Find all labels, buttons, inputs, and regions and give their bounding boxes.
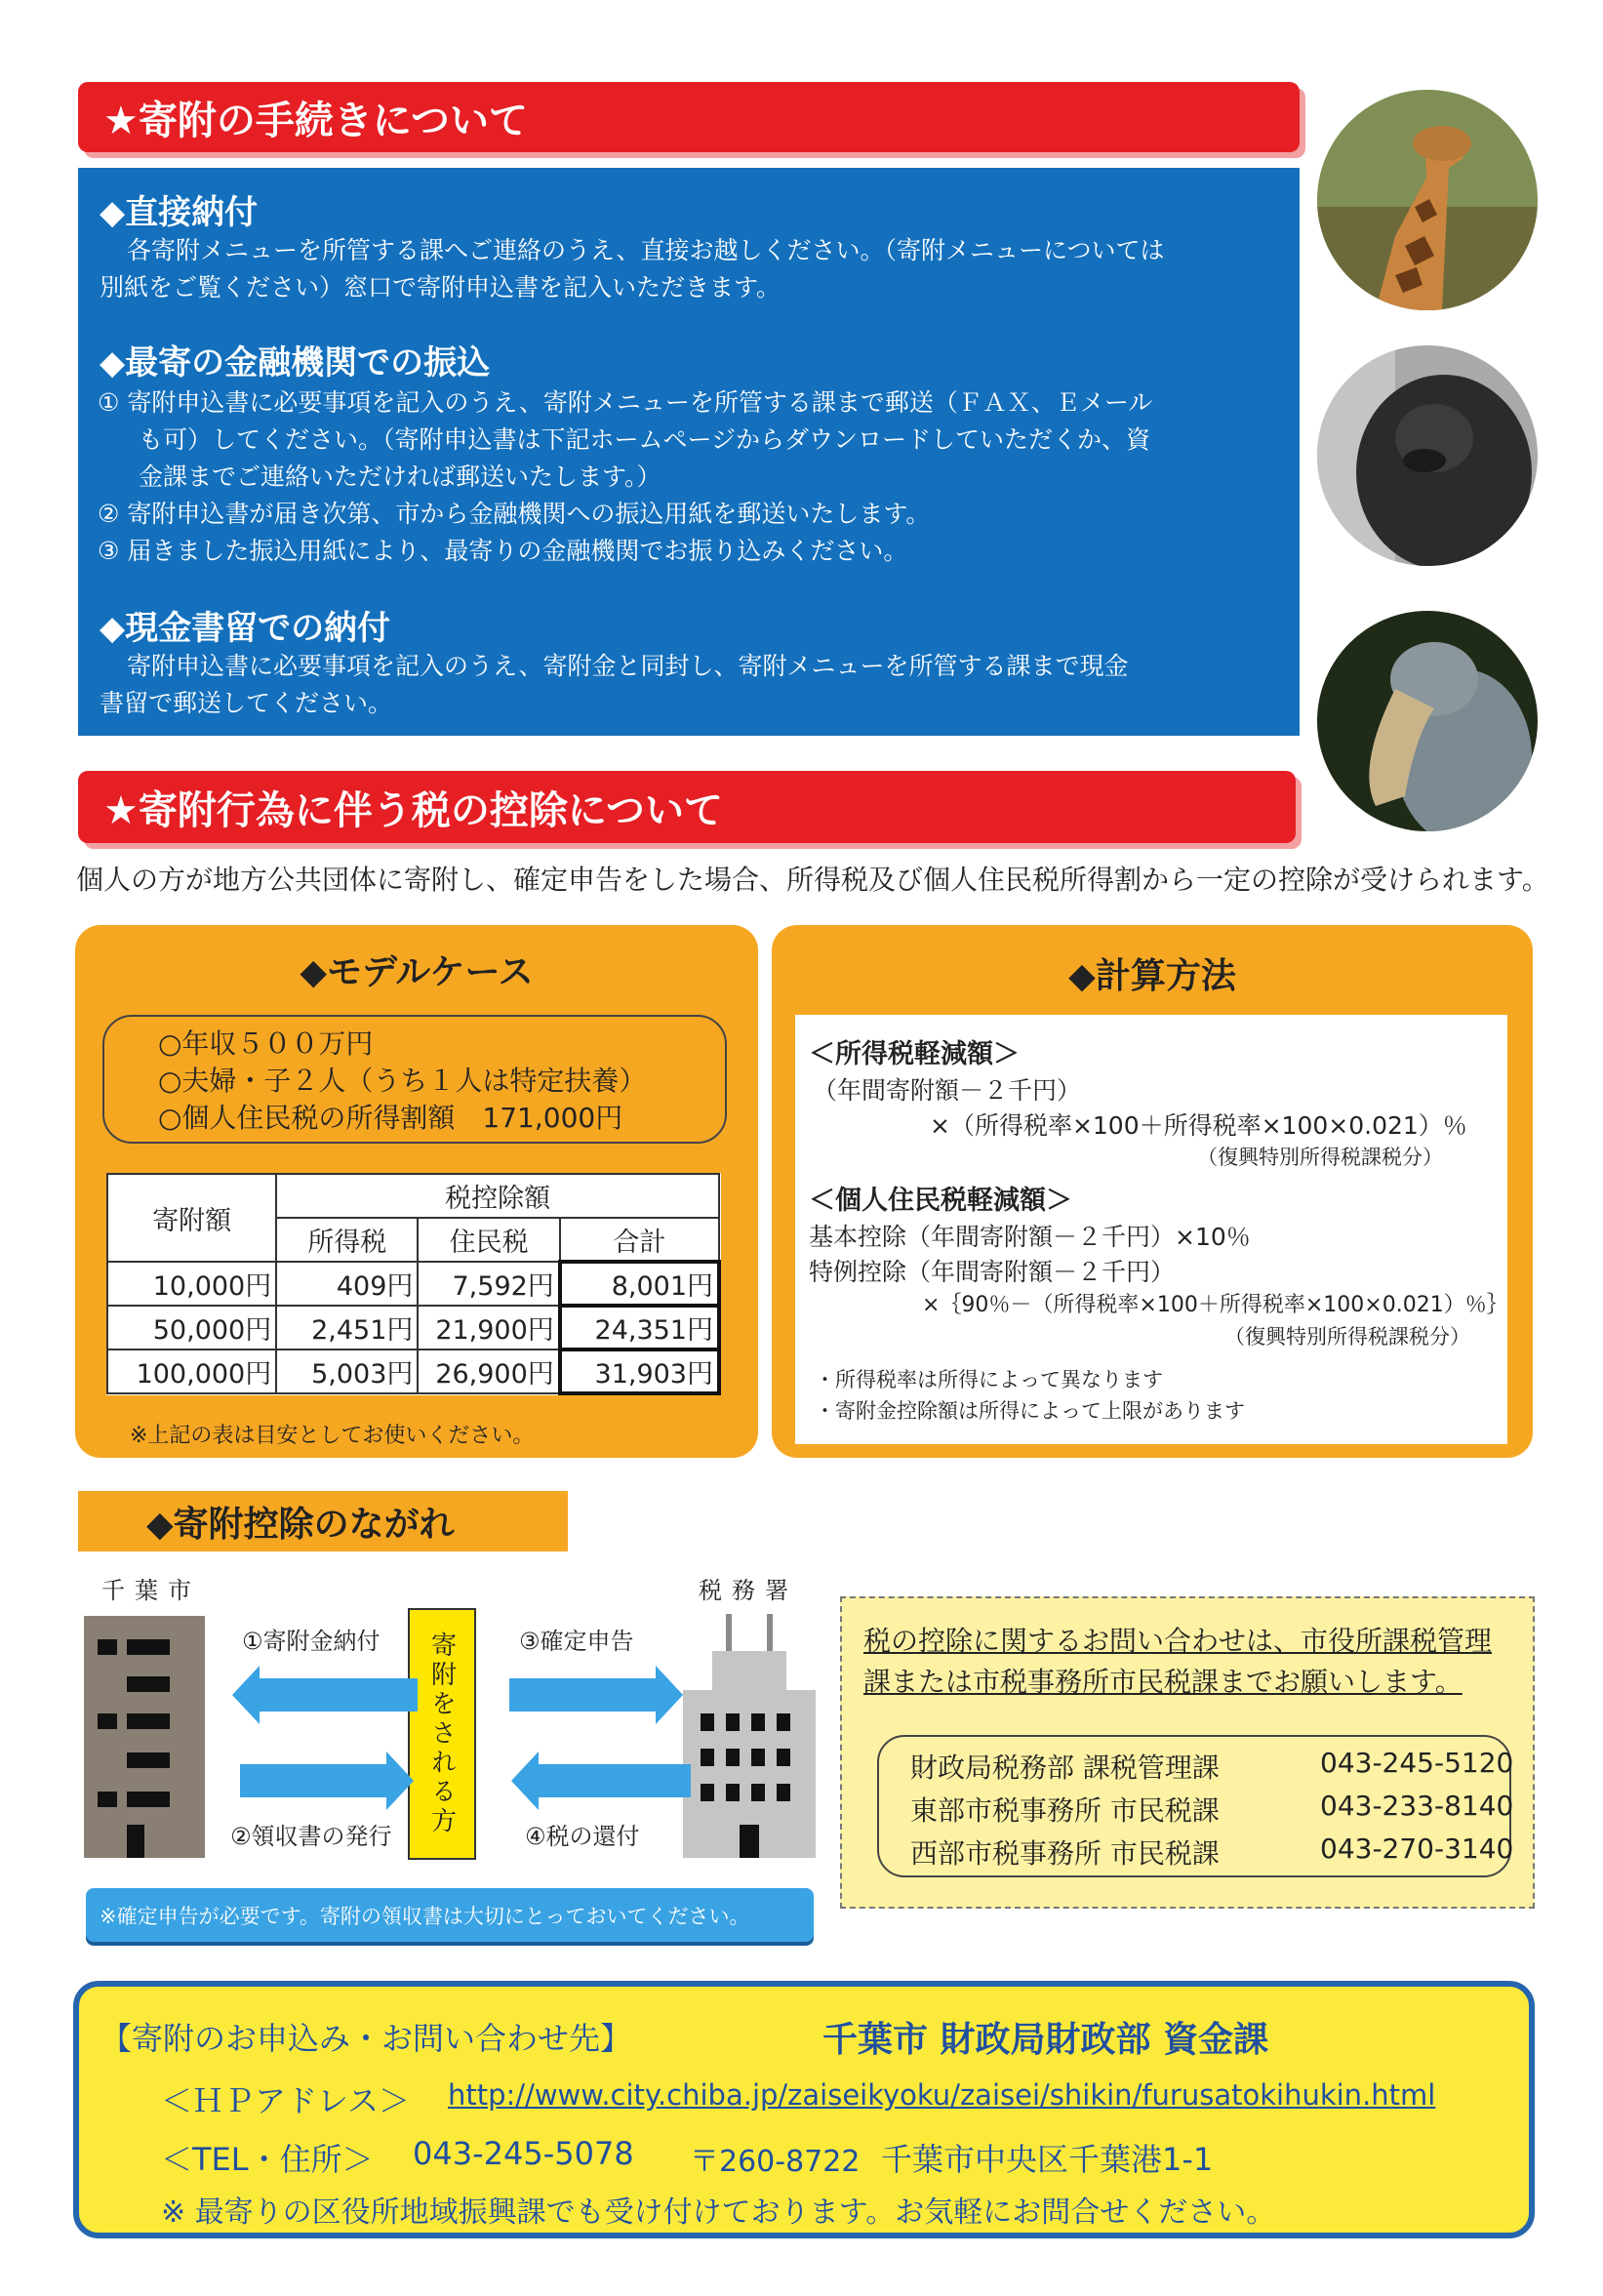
step-3-arrow-icon	[509, 1678, 656, 1712]
resident-tax-formula-note: （復興特別所得税課税分）	[1224, 1325, 1470, 1349]
tel-address-label: ＜TEL・住所＞	[161, 2141, 374, 2178]
condition-family: ○夫婦・子２人（うち１人は特定扶養）	[158, 1065, 647, 1097]
contact-label: 【寄附のお申込み・お問い合わせ先】	[100, 2020, 632, 2057]
bank-transfer-line-5: ③ 届きました振込用紙により、最寄りの金融機関でお振り込みください。	[98, 537, 908, 565]
cell-total: 8,001円	[560, 1262, 719, 1306]
resident-tax-basic: 基本控除（年間寄附額－２千円）×10％	[809, 1223, 1251, 1251]
cell-resident-tax: 21,900円	[418, 1306, 559, 1349]
procedure-panel	[78, 168, 1300, 736]
tax-office-building-icon	[683, 1614, 816, 1858]
cell-total: 24,351円	[560, 1306, 719, 1349]
application-contact-box	[73, 1981, 1535, 2238]
office-tel: 043-233-8140	[1320, 1790, 1514, 1822]
flow-note: ※確定申告が必要です。寄附の領収書は大切にとっておいてください。	[86, 1888, 814, 1942]
flow-section-header: ◆寄附控除のながれ	[78, 1491, 568, 1551]
cell-resident-tax: 26,900円	[418, 1349, 559, 1393]
cell-income-tax: 409円	[276, 1262, 418, 1306]
tax-office-label: 税務署	[699, 1577, 798, 1604]
postal-code: 〒260-8722	[690, 2145, 861, 2179]
step-4-label: ④税の還付	[525, 1823, 640, 1850]
income-tax-reduction-heading: ＜所得税軽減額＞	[809, 1039, 1020, 1069]
condition-income: ○年収５００万円	[158, 1027, 374, 1060]
income-tax-formula-1: （年間寄附額－２千円）	[813, 1076, 1082, 1105]
table-row	[107, 1262, 719, 1306]
tax-section-header: ★寄附行為に伴う税の控除について	[78, 771, 1296, 843]
income-tax-formula-note: （復興特別所得税課税分）	[1197, 1146, 1443, 1169]
registered-mail-title: ◆現金書留での納付	[100, 609, 391, 648]
contact-row	[910, 1833, 1514, 1872]
calculation-panel	[795, 1015, 1507, 1444]
resident-tax-special: 特例控除（年間寄附額－２千円）	[809, 1258, 1176, 1286]
cell-income-tax: 5,003円	[276, 1349, 418, 1393]
direct-payment-line-1: 各寄附メニューを所管する課へご連絡のうえ、直接お越しください。（寄附メニューについては	[127, 236, 1165, 264]
header-tax-deduction: 税控除額	[276, 1174, 719, 1218]
bank-transfer-line-1: ① 寄附申込書に必要事項を記入のうえ、寄附メニューを所管する課まで郵送（ＦＡＸ、Ｅメール	[98, 388, 1153, 417]
cell-donation: 10,000円	[107, 1262, 276, 1306]
cell-total: 31,903円	[560, 1349, 719, 1393]
footer-note: ※ 最寄りの区役所地域振興課でも受け付けております。お気軽にお問合せください。	[161, 2195, 1276, 2230]
shoebill-photo	[1317, 611, 1538, 831]
table-row	[107, 1306, 719, 1349]
model-case-box	[75, 925, 758, 1458]
cell-donation: 50,000円	[107, 1306, 276, 1349]
model-case-title: ◆モデルケース	[300, 952, 534, 992]
hp-address-link[interactable]: http://www.city.chiba.jp/zaiseikyoku/zaisei/shikin/furusatokihukin.html	[448, 2078, 1436, 2112]
tax-inquiry-text-2: 課または市税事務所市民税課までお願いします。	[863, 1666, 1463, 1698]
model-case-conditions	[102, 1015, 727, 1144]
donor-label: 寄附をされる方	[426, 1631, 457, 1836]
registered-mail-line-2: 書留で郵送してください。	[100, 689, 393, 717]
resident-tax-reduction-heading: ＜個人住民税軽減額＞	[809, 1186, 1072, 1216]
city-label: 千葉市	[101, 1577, 201, 1604]
cell-income-tax: 2,451円	[276, 1306, 418, 1349]
step-3-label: ③確定申告	[519, 1628, 634, 1655]
tax-inquiry-box	[840, 1596, 1535, 1909]
hp-address-label: ＜ＨＰアドレス＞	[161, 2082, 411, 2119]
tax-intro-text: 個人の方が地方公共団体に寄附し、確定申告をした場合、所得税及び個人住民税所得割から一定の控除が受けられます。	[76, 864, 1549, 896]
donor-box	[408, 1608, 476, 1860]
cell-resident-tax: 7,592円	[418, 1262, 559, 1306]
resident-tax-special-formula: ×｛90％－（所得税率×100＋所得税率×100×0.021）％｝	[922, 1293, 1508, 1317]
table-row	[107, 1349, 719, 1393]
condition-tax-amount: ○個人住民税の所得割額 171,000円	[158, 1102, 623, 1134]
tel-number: 043-245-5078	[413, 2135, 634, 2172]
office-name: 東部市税事務所 市民税課	[910, 1794, 1220, 1827]
department-name: 千葉市 財政局財政部 資金課	[822, 2020, 1269, 2060]
direct-payment-line-2: 別紙をご覧ください）窓口で寄附申込書を記入いただきます。	[100, 273, 781, 302]
income-tax-formula-2: ×（所得税率×100＋所得税率×100×0.021）％	[930, 1111, 1467, 1140]
cell-donation: 100,000円	[107, 1349, 276, 1393]
step-2-label: ②領収書の発行	[230, 1823, 392, 1850]
tax-deduction-table	[106, 1173, 721, 1395]
gorilla-photo	[1317, 345, 1538, 566]
bank-transfer-line-2: も可）してください。（寄附申込書は下記ホームページからダウンロードしていただくか、資	[139, 425, 1151, 454]
registered-mail-line-1: 寄附申込書に必要事項を記入のうえ、寄附金と同封し、寄附メニューを所管する課まで現金	[127, 652, 1129, 680]
header-resident-tax: 住民税	[418, 1218, 559, 1262]
calc-note-1: ・所得税率は所得によって異なります	[815, 1368, 1163, 1391]
office-name: 西部市税事務所 市民税課	[910, 1837, 1220, 1870]
contact-row	[910, 1747, 1514, 1786]
step-1-label: ①寄附金納付	[242, 1628, 381, 1655]
step-4-arrow-icon	[539, 1764, 691, 1797]
step-2-arrow-icon	[240, 1764, 386, 1797]
direct-payment-title: ◆直接納付	[100, 193, 259, 232]
model-case-note: ※上記の表は目安としてお使いください。	[130, 1424, 535, 1448]
bank-transfer-line-3: 金課までご連絡いただければ郵送いたします。）	[139, 463, 661, 491]
bank-transfer-line-4: ② 寄附申込書が届き次第、市から金融機関への振込用紙を郵送いたします。	[98, 500, 931, 528]
calculation-title: ◆計算方法	[1068, 956, 1236, 996]
address: 千葉市中央区千葉港1-1	[881, 2141, 1214, 2178]
tax-inquiry-text-1: 税の控除に関するお問い合わせは、市役所課税管理	[863, 1625, 1493, 1657]
header-total: 合計	[560, 1218, 719, 1262]
step-1-arrow-icon	[260, 1678, 418, 1712]
procedure-section-header: ★寄附の手続きについて	[78, 82, 1300, 152]
office-tel: 043-270-3140	[1320, 1833, 1514, 1865]
office-name: 財政局税務部 課税管理課	[910, 1752, 1220, 1784]
city-hall-building-icon	[84, 1616, 205, 1858]
bank-transfer-title: ◆最寄の金融機関での振込	[100, 343, 491, 383]
header-income-tax: 所得税	[276, 1218, 418, 1262]
calc-note-2: ・寄附金控除額は所得によって上限があります	[815, 1399, 1245, 1423]
header-donation: 寄附額	[107, 1174, 276, 1262]
contact-row	[910, 1790, 1514, 1829]
office-tel: 043-245-5120	[1320, 1747, 1514, 1779]
giraffe-photo	[1317, 90, 1538, 310]
